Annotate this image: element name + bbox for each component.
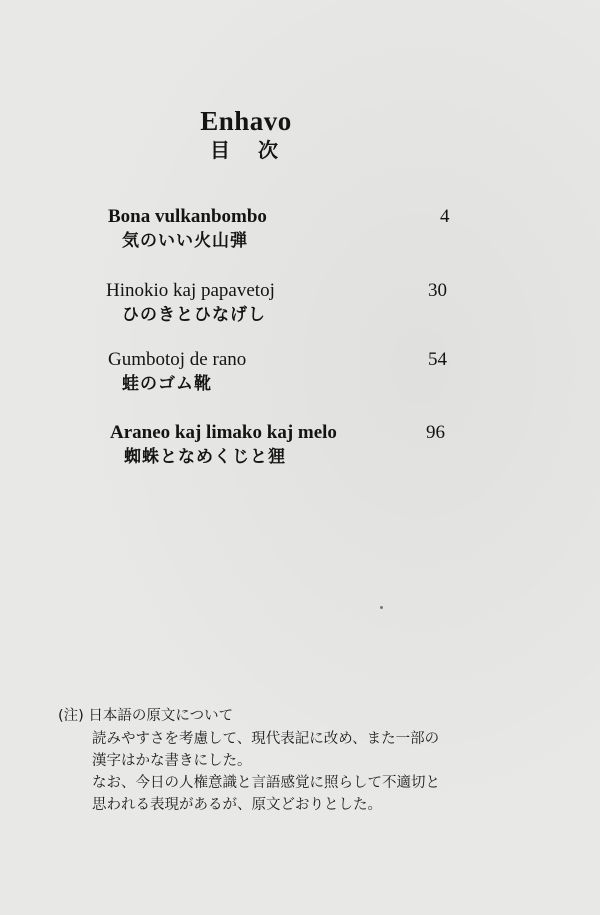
toc-entry-3[interactable] — [108, 348, 468, 396]
toc-entry-subtitle: ひのきとひなげし — [122, 305, 266, 325]
note-line-1: 読みやすさを考慮して、現代表記に改め、また一部の — [92, 731, 440, 747]
toc-entry-title: Bona vulkanbombo — [108, 206, 267, 227]
note-line-4: 思われる表現があるが、原文どおりとした。 — [92, 797, 382, 813]
toc-entry-title: Gumbotoj de rano — [108, 349, 247, 370]
toc-entry-page: 30 — [428, 280, 447, 301]
toc-entry-title: Hinokio kaj papavetoj — [106, 280, 275, 301]
toc-entry-title: Araneo kaj limako kaj melo — [110, 422, 337, 443]
toc-entry-4[interactable] — [110, 421, 470, 469]
toc-entry-1[interactable] — [108, 205, 468, 253]
toc-entry-2[interactable] — [108, 279, 468, 327]
toc-entry-subtitle: 蜘蛛となめくじと狸 — [124, 447, 286, 467]
paper-speck — [380, 606, 383, 609]
contents-title-ja: 目次 — [210, 138, 306, 162]
translation-note — [58, 704, 578, 816]
toc-entry-page: 54 — [428, 349, 447, 370]
toc-entry-subtitle: 蛙のゴム靴 — [122, 374, 212, 394]
toc-entry-page: 96 — [426, 422, 445, 443]
note-heading: (注) 日本語の原文について — [58, 708, 234, 724]
toc-entry-subtitle: 気のいい火山弾 — [122, 231, 248, 251]
note-line-2: 漢字はかな書きにした。 — [92, 753, 252, 769]
contents-title-en: Enhavo — [200, 106, 292, 136]
toc-entry-page: 4 — [440, 206, 450, 227]
note-line-3: なお、今日の人権意識と言語感覚に照らして不適切と — [92, 775, 440, 791]
